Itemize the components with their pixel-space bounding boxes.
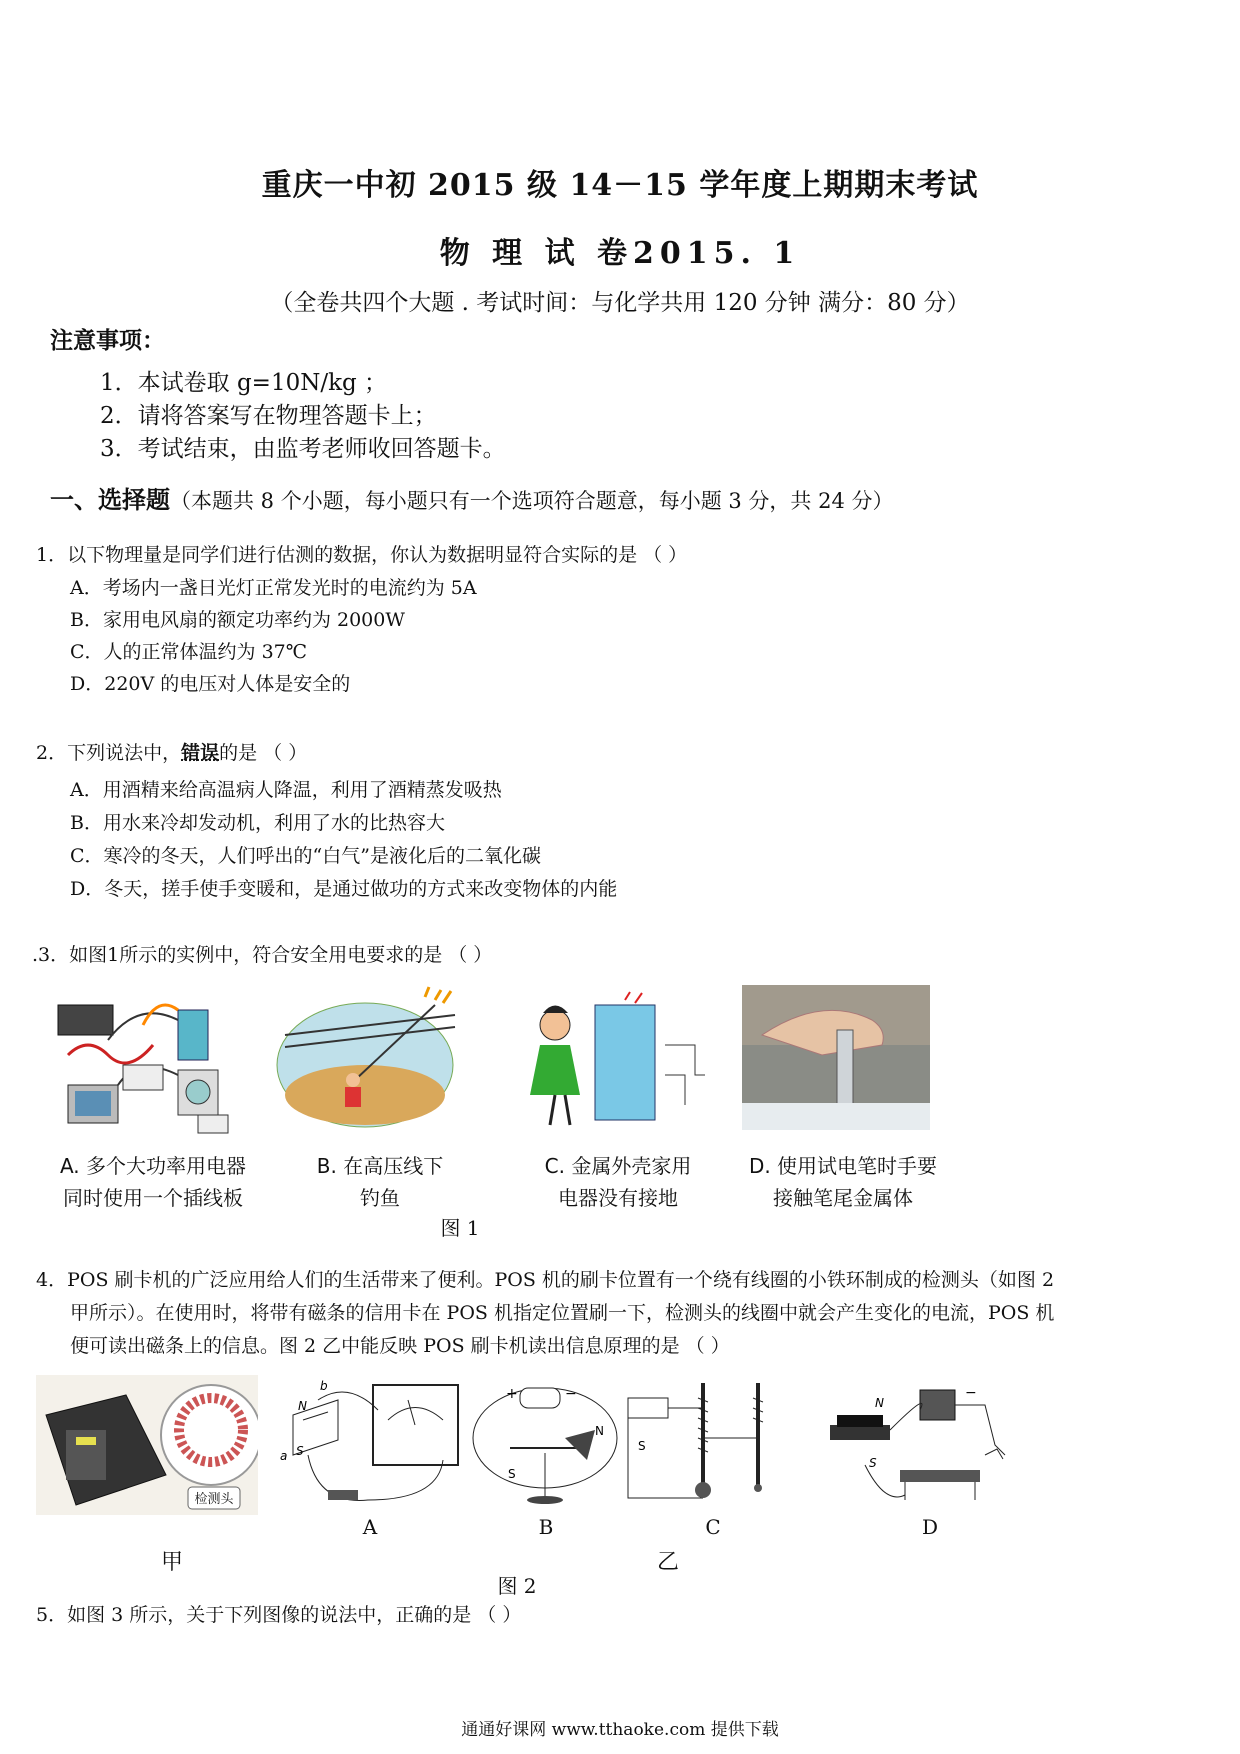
svg-text:S: S: [508, 1467, 516, 1481]
figure1-label: 图 1: [440, 1216, 480, 1240]
q3-stem: .3．如图1所示的实例中，符合安全用电要求的是 （ ）: [32, 944, 493, 966]
q4-line-2: 甲所示）。在使用时，将带有磁条的信用卡在 POS 机指定位置刷一下，检测头的线圈中就会产生变化的电流，POS 机: [70, 1302, 1055, 1324]
fig1-caption-a: [38, 1150, 268, 1214]
detector-label: 检测头: [194, 1492, 234, 1507]
footer-credit: 通通好课网 www.tthaoke.com 提供下载: [461, 1720, 779, 1740]
q1-option-a: A．考场内一盏日光灯正常发光时的电流约为 5A: [70, 577, 477, 599]
fig1-caption-a-line2: 同时使用一个插线板: [63, 1186, 243, 1210]
fig1-caption-d-line1: D. 使用试电笔时手要: [748, 1154, 938, 1178]
exam-info: （全卷共四个大题 . 考试时间：与化学共用 120 分钟 满分：80 分）: [270, 290, 970, 316]
q4-line-1: 4．POS 刷卡机的广泛应用给人们的生活带来了便利。POS 机的刷卡位置有一个绕有线圈的小铁环制成的检测头（如图 2: [36, 1269, 1055, 1291]
section-label: 一、选择题: [50, 485, 170, 514]
fig1-image-b: [275, 985, 465, 1135]
fig2-jia-image: [36, 1375, 258, 1515]
svg-text:−: −: [565, 1386, 577, 1402]
svg-text:−: −: [965, 1385, 977, 1401]
q2-stem-emphasis: 错误: [181, 742, 220, 764]
fig2-label-d: D: [921, 1515, 939, 1539]
fig1-image-c: [515, 985, 705, 1135]
svg-text:S: S: [869, 1456, 877, 1470]
fig2-yi-label: 乙: [656, 1550, 679, 1575]
q2-option-d: D．冬天，搓手使手变暖和，是通过做功的方式来改变物体的内能: [70, 878, 618, 900]
note-3: 3．考试结束，由监考老师收回答题卡。: [100, 436, 506, 462]
fig2-label-a: A: [362, 1515, 378, 1539]
fig2-d-image: [825, 1385, 1015, 1505]
fig1-caption-b-line1: B. 在高压线下: [316, 1154, 444, 1178]
section-heading: [50, 480, 894, 515]
svg-text:S: S: [296, 1444, 304, 1458]
svg-text:b: b: [320, 1380, 328, 1393]
exam-title: 重庆一中初 2015 级 14－15 学年度上期期末考试: [261, 168, 979, 203]
svg-text:S: S: [638, 1439, 646, 1453]
q1-stem: 1．以下物理量是同学们进行估测的数据，你认为数据明显符合实际的是 （ ）: [36, 544, 688, 566]
fig2-b-image: [470, 1378, 620, 1508]
q1-option-b: B．家用电风扇的额定功率约为 2000W: [70, 609, 405, 631]
exam-subtitle: 物 理 试 卷2015. 1: [439, 236, 801, 271]
note-2: 2．请将答案写在物理答题卡上；: [100, 403, 437, 429]
q2-option-a: A．用酒精来给高温病人降温，利用了酒精蒸发吸热: [70, 779, 502, 801]
q2-stem-post: 的是 （ ）: [219, 742, 308, 764]
q2-stem-pre: 2．下列说法中，: [36, 742, 182, 764]
q5-stem: 5．如图 3 所示，关于下列图像的说法中，正确的是 （ ）: [36, 1604, 522, 1626]
fig2-a-image: [278, 1380, 468, 1510]
fig1-image-a: [48, 985, 238, 1135]
fig1-caption-c: [518, 1150, 718, 1214]
fig1-caption-d-line2: 接触笔尾金属体: [773, 1186, 913, 1210]
q1-option-c: C．人的正常体温约为 37℃: [70, 641, 308, 663]
q2-option-b: B．用水来冷却发动机，利用了水的比热容大: [70, 812, 445, 834]
fig1-caption-c-line2: 电器没有接地: [558, 1186, 678, 1210]
q2-stem: [36, 738, 307, 765]
svg-text:N: N: [595, 1424, 604, 1438]
q2-option-c: C．寒冷的冬天，人们呼出的“白气”是液化后的二氧化碳: [70, 845, 541, 867]
note-1: 1．本试卷取 g=10N/kg ；: [100, 370, 388, 396]
svg-text:N: N: [298, 1399, 307, 1413]
fig1-caption-b: [290, 1150, 470, 1214]
svg-text:a: a: [280, 1449, 288, 1463]
q1-option-d: D．220V 的电压对人体是安全的: [70, 673, 351, 695]
svg-text:N: N: [875, 1396, 884, 1410]
fig2-label-c: C: [705, 1515, 721, 1539]
notes-heading: 注意事项：: [50, 327, 165, 354]
svg-text:+: +: [506, 1386, 518, 1402]
fig1-caption-b-line2: 钓鱼: [360, 1186, 400, 1210]
fig2-label-b: B: [538, 1515, 554, 1539]
fig1-caption-a-line1: A. 多个大功率用电器: [59, 1154, 247, 1178]
section-desc: （本题共 8 个小题，每小题只有一个选项符合题意，每小题 3 分，共 24 分）: [170, 489, 894, 513]
figure2-label: 图 2: [497, 1574, 537, 1598]
q4-line-3: 便可读出磁条上的信息。图 2 乙中能反映 POS 刷卡机读出信息原理的是 （ ）: [70, 1335, 730, 1357]
fig1-caption-d: [728, 1150, 958, 1214]
fig2-jia-label: 甲: [160, 1550, 183, 1575]
fig2-c-image: [618, 1378, 788, 1508]
fig1-caption-c-line1: C. 金属外壳家用: [544, 1154, 692, 1178]
fig1-image-d: [742, 985, 930, 1130]
